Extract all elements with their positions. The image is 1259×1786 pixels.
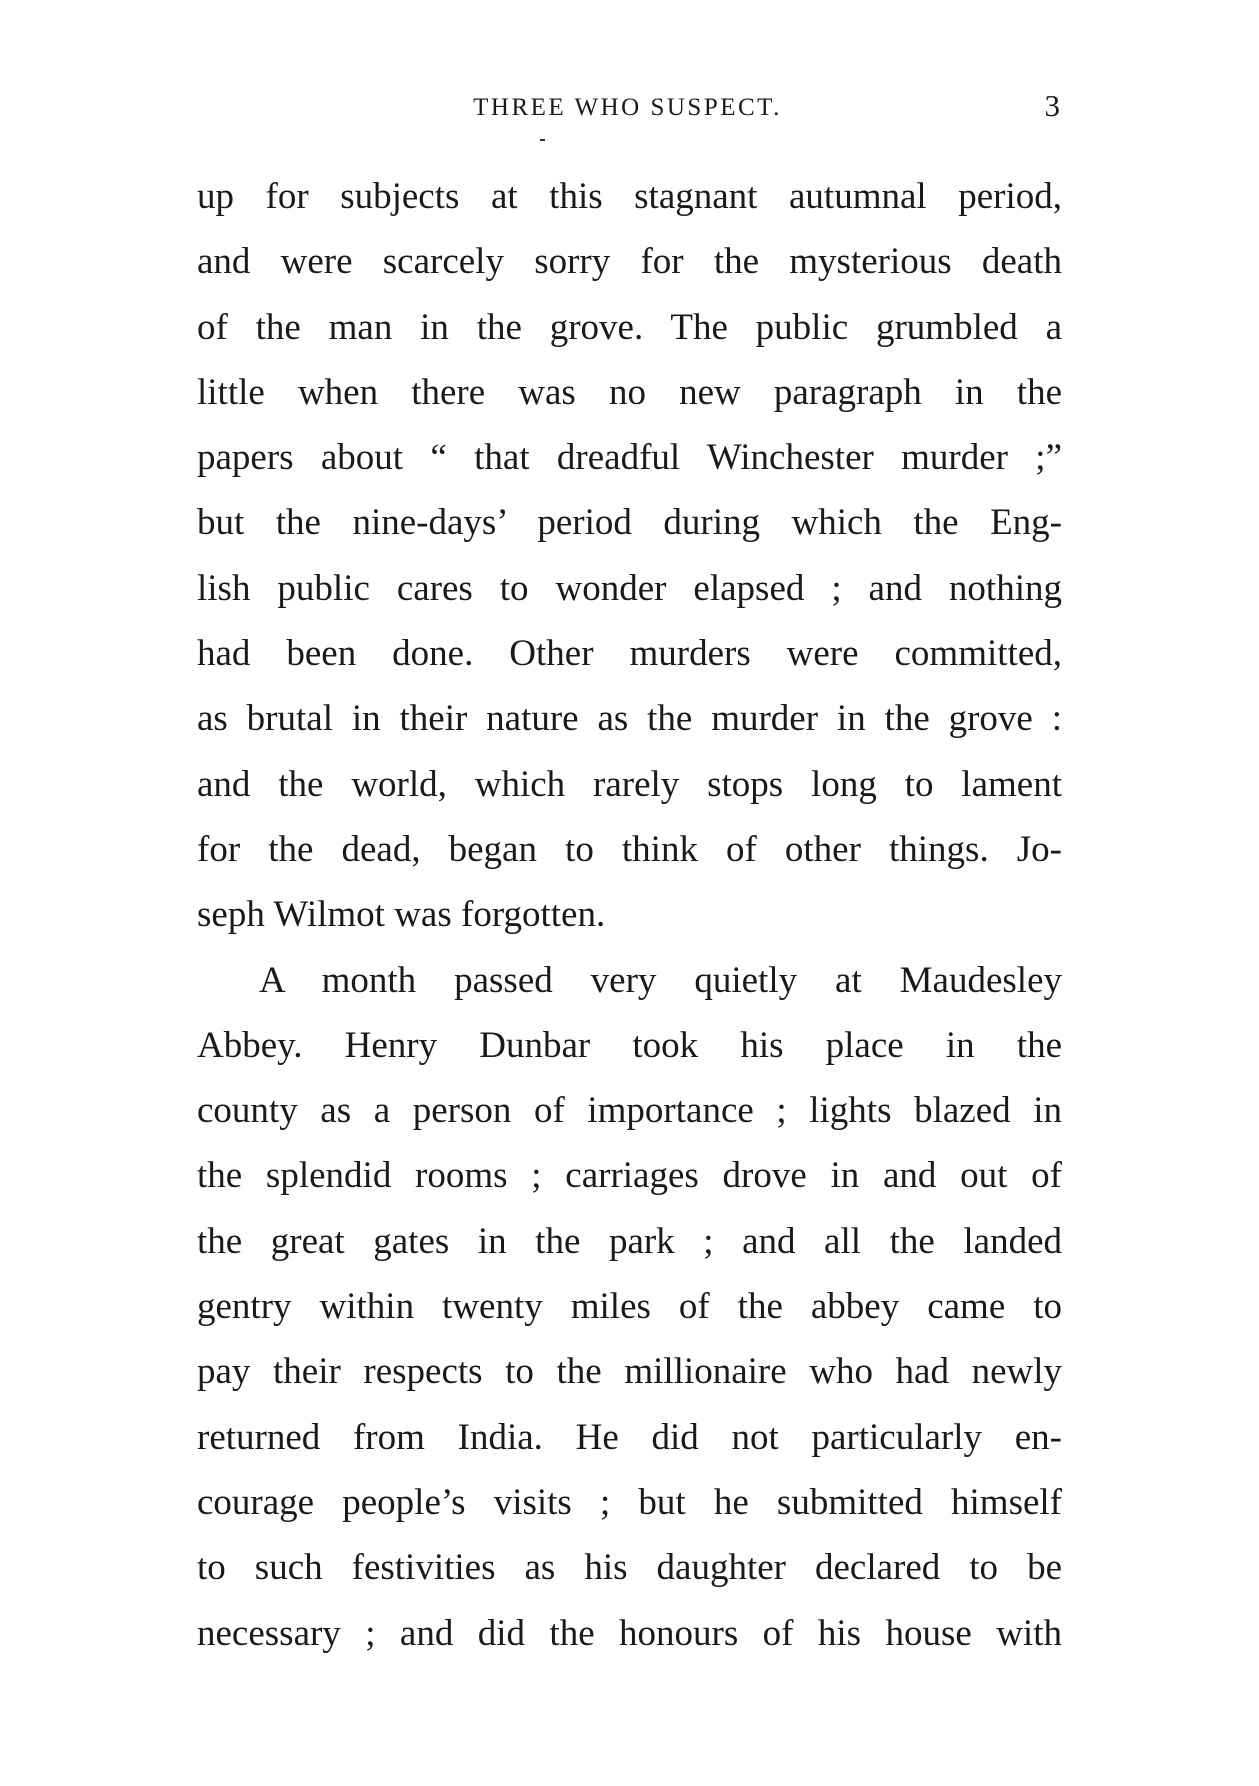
text-line: papers about “ that dreadful Winchester murder ;”: [197, 437, 1062, 479]
text-line: little when there was no new paragraph in the: [197, 371, 1062, 413]
text-line: as brutal in their nature as the murder in the grove :: [197, 698, 1062, 740]
text-line: gentry within twenty miles of the abbey came to: [197, 1286, 1062, 1328]
text-line: lish public cares to wonder elapsed ; and nothing: [197, 567, 1062, 609]
page-number: 3: [1044, 88, 1060, 123]
text-line: courage people’s visits ; but he submitted himself: [197, 1481, 1062, 1523]
text-line: for the dead, began to think of other things. Jo-: [197, 828, 1062, 870]
text-line: had been done. Other murders were committed,: [197, 633, 1062, 675]
text-line: and were scarcely sorry for the mysterious death: [197, 241, 1062, 283]
text-body: [197, 164, 1062, 1666]
text-line: Abbey. Henry Dunbar took his place in the: [197, 1024, 1062, 1066]
text-line: the great gates in the park ; and all the landed: [197, 1220, 1062, 1262]
text-line: returned from India. He did not particularly en-: [197, 1416, 1062, 1458]
text-line: the splendid rooms ; carriages drove in and out of: [197, 1155, 1062, 1197]
text-line: pay their respects to the millionaire who had newly: [197, 1351, 1062, 1393]
paragraph-end-line: seph Wilmot was forgotten.: [197, 894, 606, 936]
text-line: of the man in the grove. The public grumbled a: [197, 306, 1062, 348]
text-line: and the world, which rarely stops long to lament: [197, 763, 1062, 805]
paragraph-start-line: A month passed very quietly at Maudesley: [259, 959, 1062, 1001]
running-title: THREE WHO SUSPECT.: [473, 94, 782, 121]
text-line: up for subjects at this stagnant autumnal period,: [197, 176, 1062, 217]
text-line: but the nine-days’ period during which the Eng-: [197, 502, 1062, 544]
print-speck: [540, 139, 545, 141]
text-line: county as a person of importance ; lights blazed in: [197, 1090, 1062, 1132]
running-header: [195, 88, 1060, 128]
text-line: to such festivities as his daughter declared to be: [197, 1547, 1062, 1589]
text-line: necessary ; and did the honours of his house with: [197, 1612, 1062, 1654]
